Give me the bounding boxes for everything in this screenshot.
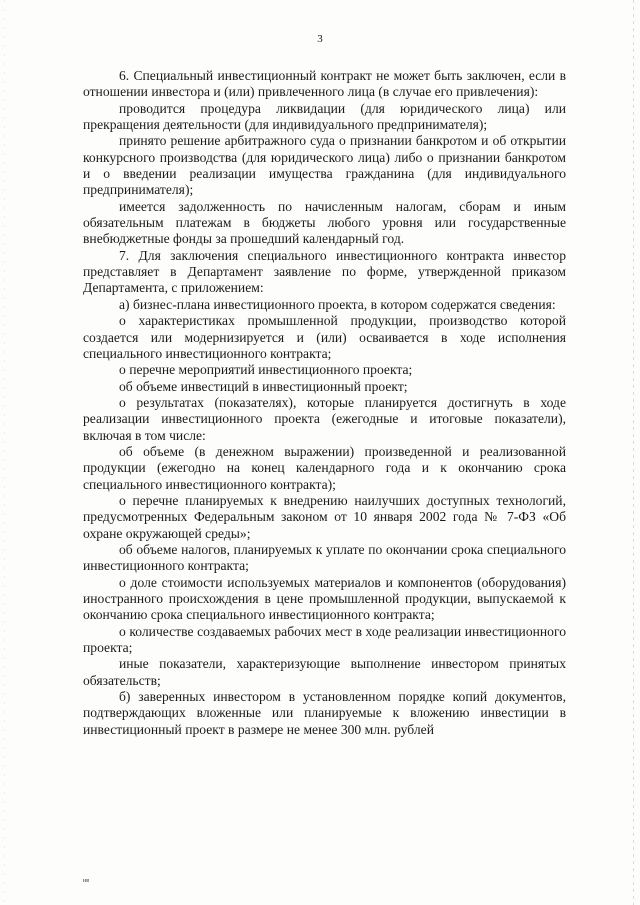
paragraph-results: о результатах (показателях), которые планируется достигнуть в ходе реализации инвестиционного проекта (ежегодные и итоговые показатели), включая в том числе: xyxy=(83,394,566,443)
paragraph-7a: а) бизнес-плана инвестиционного проекта, в котором содержатся сведения: xyxy=(119,296,556,312)
paragraph-tax-debt: имеется задолженность по начисленным налогам, сборам и иным обязательным платежам в бюджеты любого уровня или государственные внебюджетные фонды за прошедший календарный год. xyxy=(83,198,566,247)
scan-edge-right xyxy=(633,0,634,905)
document-body xyxy=(83,68,566,738)
scan-edge-left xyxy=(4,0,5,905)
paragraph-liquidation: проводится процедура ликвидации (для юридического лица) или прекращения деятельности (для индивидуального предпринимателя); xyxy=(83,100,566,133)
paragraph-measures-list: о перечне мероприятий инвестиционного проекта; xyxy=(119,362,413,378)
paragraph-other-indicators: иные показатели, характеризующие выполнение инвестором принятых обязательств; xyxy=(83,656,566,688)
paragraph-taxes: об объеме налогов, планируемых к уплате по окончании срока специального инвестиционного контракта; xyxy=(83,541,566,574)
paragraph-investment-volume: об объеме инвестиций в инвестиционный проект; xyxy=(119,378,408,394)
paragraph-jobs: о количестве создаваемых рабочих мест в ходе реализации инвестиционного проекта; xyxy=(83,623,566,656)
footer-code: нв xyxy=(83,878,90,884)
paragraph-7: 7. Для заключения специального инвестиционного контракта инвестор представляет в Департамент заявление по форме, утвержденной приказом Департамента, с приложением: xyxy=(83,247,566,296)
paragraph-product-characteristics: о характеристиках промышленной продукции, производство которой создается или модернизируется и (или) осваивается в ходе исполнения специального инвестиционного контракта; xyxy=(83,313,566,361)
paragraph-foreign-share: о доле стоимости используемых материалов и компонентов (оборудования) иностранного происхождения в цене промышленной продукции, выпускаемой к окончанию срока специального инвестиционного контракта; xyxy=(83,574,566,623)
paragraph-6: 6. Специальный инвестиционный контракт не может быть заключен, если в отношении инвестора и (или) привлеченного лица (в случае его привлечения): xyxy=(83,68,566,100)
paragraph-production-volume: об объеме (в денежном выражении) произведенной и реализованной продукции (ежегодно на конец календарного года и к окончанию срока специального инвестиционного контракта); xyxy=(83,443,566,492)
paragraph-7b: б) заверенных инвестором в установленном порядке копий документов, подтверждающих вложенные или планируемые к вложению инвестиции в инвестиционный проект в размере не менее 300 млн. рублей xyxy=(83,689,566,737)
paragraph-best-technologies: о перечне планируемых к внедрению наилучших доступных технологий, предусмотренных Федеральным законом от 10 января 2002 года № 7-ФЗ «Об охране окружающей среды»; xyxy=(83,492,566,541)
paragraph-bankruptcy: принято решение арбитражного суда о признании банкротом и об открытии конкурсного производства (для юридического лица) либо о признании банкротом и о введении реализации имущества гражданина (для индивидуального предпринимателя); xyxy=(83,133,566,198)
page-number: 3 xyxy=(317,33,323,45)
